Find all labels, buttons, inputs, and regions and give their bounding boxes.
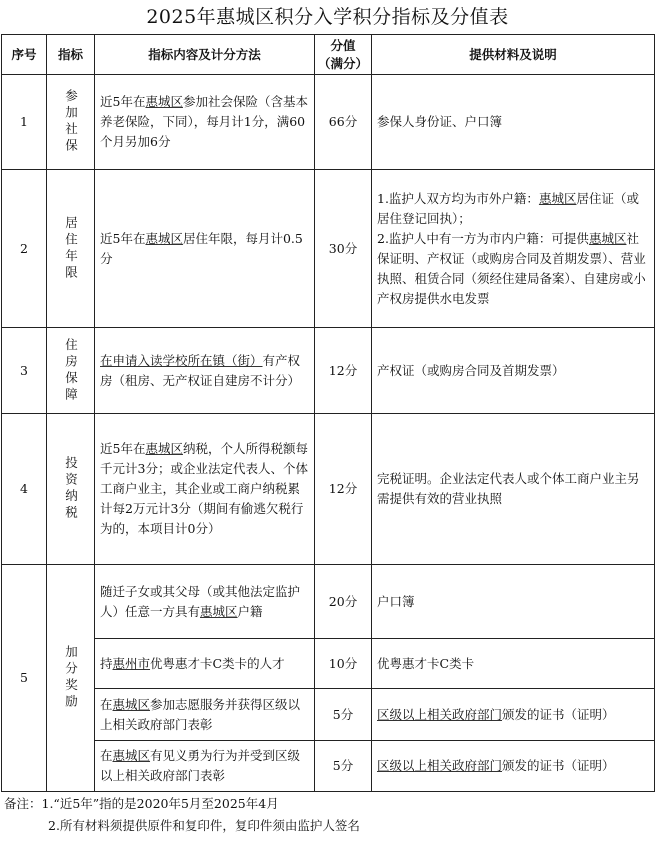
content-text: 参加志愿服务并获得区级以上相关政府部门表彰	[100, 696, 301, 732]
notes	[4, 793, 649, 837]
row-score: 5分	[315, 741, 372, 792]
table-row	[2, 170, 655, 328]
header-seq: 序号	[2, 35, 47, 75]
row-content	[95, 639, 315, 689]
row-content	[95, 414, 315, 565]
row-content	[95, 328, 315, 414]
row-score: 5分	[315, 689, 372, 741]
content-text: 持	[100, 655, 113, 671]
row-score: 66分	[315, 75, 372, 170]
row-materials: 优粤惠才卡C类卡	[372, 639, 655, 689]
materials-text: 颁发的证书（证明）	[502, 758, 615, 773]
materials-item	[377, 229, 649, 309]
note-line-1: 备注：1.“近5年”指的是2020年5月至2025年4月	[4, 796, 279, 811]
materials-item	[377, 189, 649, 229]
table-row	[2, 741, 655, 792]
row-indicator: 居住年限	[47, 170, 95, 328]
table-row	[2, 689, 655, 741]
row-seq: 5	[2, 565, 47, 792]
header-indicator: 指标	[47, 35, 95, 75]
table-row	[2, 328, 655, 414]
row-seq: 4	[2, 414, 47, 565]
header-score-line2: （满分）	[317, 55, 368, 71]
content-text: 优粤惠才卡C类卡的人才	[150, 655, 285, 671]
header-row	[2, 35, 655, 75]
row-content	[95, 741, 315, 792]
content-text: 有产权房（租房、无产权证自建房不计分）	[100, 352, 301, 388]
materials-text: 颁发的证书（证明）	[502, 706, 615, 722]
content-underlined: 惠城区	[145, 230, 183, 246]
row-indicator: 投资纳税	[47, 414, 95, 565]
row-content	[95, 689, 315, 741]
note-line-2: 2.所有材料须提供原件和复印件，复印件须由监护人签名	[48, 818, 360, 833]
row-materials: 产权证（或购房合同及首期发票）	[372, 328, 655, 414]
score-table	[1, 34, 655, 792]
header-content: 指标内容及计分方法	[95, 35, 315, 75]
row-content	[95, 75, 315, 170]
row-indicator: 住房保障	[47, 328, 95, 414]
content-text: 有见义勇为行为并受到区级以上相关政府部门表彰	[100, 748, 301, 783]
content-text: 纳税，个人所得税额每千元计3分；或企业法定代表人、个体工商户业主，其企业或工商户纳税累计每2万元计3分（期间有偷逃欠税行为的，本项目计0分）	[100, 441, 308, 536]
row-score: 12分	[315, 328, 372, 414]
content-underlined: 在申请入读学校所在镇（街）	[100, 352, 263, 368]
table-row	[2, 565, 655, 639]
page-title: 2025年惠城区积分入学积分指标及分值表	[146, 6, 509, 28]
materials-underlined: 区级以上相关政府部门	[377, 758, 503, 773]
content-text: 近5年在	[100, 230, 146, 246]
row-materials	[372, 689, 655, 741]
row-content	[95, 170, 315, 328]
row-seq: 1	[2, 75, 47, 170]
content-underlined: 惠城区	[112, 748, 151, 763]
content-underlined: 惠城区	[145, 441, 183, 456]
content-text: 参加社会保险（含基本养老保险，下同），每月计1分，满60个月另加6分	[100, 94, 308, 149]
row-materials: 完税证明。企业法定代表人或个体工商户业主另需提供有效的营业执照	[372, 414, 655, 565]
materials-underlined: 区级以上相关政府部门	[377, 706, 503, 722]
content-text: 在	[100, 696, 113, 712]
content-text: 户籍	[237, 603, 263, 619]
content-text: 近5年在	[100, 94, 146, 109]
row-seq: 2	[2, 170, 47, 328]
row-seq: 3	[2, 328, 47, 414]
row-materials	[372, 741, 655, 792]
header-materials: 提供材料及说明	[372, 35, 655, 75]
header-score-line1: 分值	[330, 37, 356, 53]
content-underlined: 惠州市	[112, 655, 151, 671]
content-text: 在	[100, 748, 113, 763]
header-score	[315, 35, 372, 75]
content-text: 居住年限，每月计0.5分	[100, 230, 303, 266]
materials-underlined: 惠城区	[588, 230, 627, 246]
table-row	[2, 414, 655, 565]
content-text: 近5年在	[100, 441, 146, 456]
materials-underlined: 惠城区	[538, 190, 577, 206]
materials-text: 社保证明、产权证（或购房合同及首期发票）、营业执照、租赁合同（须经住建局备案）、自建房或小产权房提供水电发票	[377, 230, 646, 306]
table-row	[2, 639, 655, 689]
row-materials: 户口簿	[372, 565, 655, 639]
content-underlined: 惠城区	[200, 603, 238, 619]
materials-text: 2.监护人中有一方为市内户籍：可提供	[377, 230, 589, 246]
content-underlined: 惠城区	[145, 94, 183, 109]
row-score: 20分	[315, 565, 372, 639]
row-score: 12分	[315, 414, 372, 565]
row-score: 30分	[315, 170, 372, 328]
row-materials	[372, 170, 655, 328]
row-content	[95, 565, 315, 639]
materials-text: 居住证（或居住登记回执）；	[377, 190, 639, 226]
content-text: 随迁子女或其父母（或其他法定监护人）任意一方具有	[100, 583, 301, 619]
row-indicator: 参加社保	[47, 75, 95, 170]
materials-text: 1.监护人双方均为市外户籍：	[377, 190, 539, 206]
row-materials: 参保人身份证、户口簿	[372, 75, 655, 170]
row-score: 10分	[315, 639, 372, 689]
row-indicator: 加分奖励	[47, 565, 95, 792]
table-row	[2, 75, 655, 170]
content-underlined: 惠城区	[112, 696, 151, 712]
